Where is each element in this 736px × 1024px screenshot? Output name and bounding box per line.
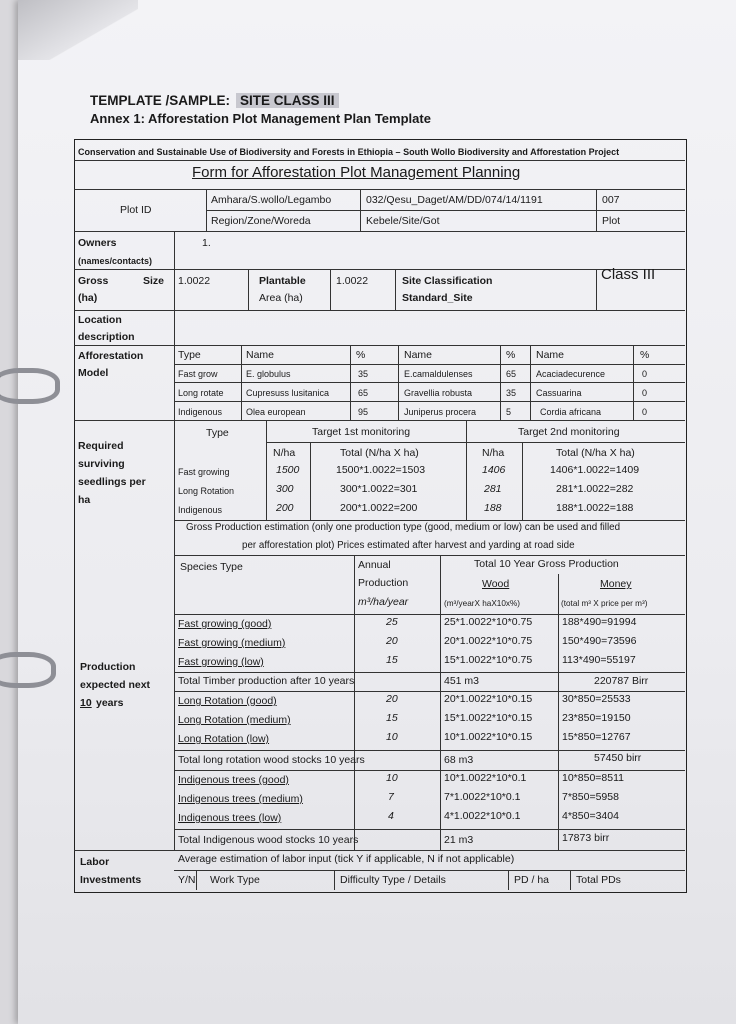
plot-region: Amhara/S.wollo/Legambo — [211, 194, 332, 206]
target2-header: Target 2nd monitoring — [518, 426, 620, 438]
production-total-label: Total long rotation wood stocks 10 years — [178, 754, 365, 766]
production-row-money: 7*850=5958 — [562, 791, 619, 803]
rule — [206, 210, 685, 211]
project-line: Conservation and Sustainable Use of Biodiversity and Forests in Ethiopia – South Wollo Biodiversity and Afforestation Project — [78, 147, 620, 157]
site-class-label: Site Classification — [402, 275, 493, 287]
rule — [74, 160, 685, 161]
seedlings-cell: Indigenous — [178, 505, 223, 515]
rule — [206, 189, 207, 231]
location-label: Location — [78, 314, 122, 326]
seedlings-cell: 1406 — [482, 464, 506, 476]
rule — [266, 420, 267, 520]
model-cell: 0 — [642, 407, 648, 417]
rule — [74, 850, 685, 851]
rule — [174, 614, 685, 615]
production-row-wood: 20*1.0022*10*0.15 — [444, 693, 533, 705]
owners-value: 1. — [202, 237, 211, 249]
model-cell: 0 — [642, 369, 648, 379]
rule — [174, 750, 685, 751]
binder-ring-bottom — [0, 652, 56, 688]
wood-header: Wood — [482, 578, 510, 590]
seedlings-cell: 200*1.0022=200 — [340, 502, 418, 514]
model-cell: 5 — [506, 407, 512, 417]
seedlings-cell: 1500*1.0022=1503 — [336, 464, 426, 476]
production-total-money: 17873 birr — [562, 832, 610, 844]
production-label: years — [96, 697, 124, 709]
form-title: Form for Afforestation Plot Management Planning — [192, 164, 521, 181]
production-row-wood: 10*1.0022*10*0.15 — [444, 731, 533, 743]
seedlings-cell: 281 — [484, 483, 502, 495]
seedlings-type-header: Type — [206, 427, 229, 439]
wood-formula: (m³/yearX haX10x%) — [444, 599, 520, 608]
seedlings-label: ha — [78, 494, 91, 506]
production-row-wood: 10*1.0022*10*0.1 — [444, 772, 527, 784]
binder-ring-top — [0, 368, 60, 404]
plantable-value: 1.0022 — [336, 275, 369, 287]
labor-header-total-pds: Total PDs — [576, 874, 621, 886]
rule — [354, 555, 355, 850]
rule — [74, 420, 685, 421]
model-cell: 35 — [358, 369, 369, 379]
rule — [398, 345, 399, 420]
model-header-name: Name — [246, 349, 275, 361]
model-cell: 35 — [506, 388, 517, 398]
gross-size-value: 1.0022 — [178, 275, 211, 287]
rule — [500, 345, 501, 420]
production-row-wood: 15*1.0022*10*0.15 — [444, 712, 533, 724]
production-row-annual: 10 — [386, 731, 398, 743]
production-row-label: Fast growing (good) — [178, 618, 272, 630]
seedlings-cell: Long Rotation — [178, 486, 235, 496]
site-class-value: Class III — [601, 266, 656, 283]
labor-label: Labor — [80, 856, 110, 868]
nha-header: N/ha — [482, 447, 505, 459]
production-row-annual: 25 — [386, 616, 398, 628]
seedlings-cell: 200 — [276, 502, 294, 514]
rule — [360, 189, 361, 231]
money-formula: (total m³ X price per m³) — [561, 599, 648, 608]
model-header-percent: % — [356, 349, 366, 361]
rule — [174, 829, 685, 830]
rule — [174, 555, 685, 556]
rule — [530, 345, 531, 420]
production-row-annual: 20 — [386, 693, 398, 705]
production-row-label: Long Rotation (medium) — [178, 714, 291, 726]
production-row-annual: 7 — [388, 791, 394, 803]
rule — [174, 382, 685, 383]
rule — [558, 574, 559, 850]
site-class-highlight: SITE CLASS III — [236, 93, 339, 108]
production-row-label: Long Rotation (low) — [178, 733, 270, 745]
template-heading: TEMPLATE /SAMPLE: SITE CLASS III — [90, 93, 339, 108]
money-header: Money — [600, 578, 632, 590]
seedlings-label: surviving — [78, 458, 125, 470]
model-header-type: Type — [178, 349, 201, 361]
rule — [248, 269, 249, 310]
model-cell: E.camaldulenses — [404, 369, 473, 379]
rule — [633, 345, 634, 420]
rule — [596, 269, 597, 310]
annual-header: Annual — [358, 559, 391, 571]
production-row-annual: 20 — [386, 635, 398, 647]
production-row-label: Indigenous trees (low) — [178, 812, 282, 824]
production-row-label: Indigenous trees (good) — [178, 774, 289, 786]
production-row-annual: 15 — [386, 654, 398, 666]
production-note: per afforestation plot) Prices estimated after harvest and yarding at road side — [242, 540, 575, 551]
rule — [174, 401, 685, 402]
seedlings-cell: 1500 — [276, 464, 300, 476]
rule — [174, 691, 685, 692]
model-cell: 0 — [642, 388, 648, 398]
target1-header: Target 1st monitoring — [312, 426, 411, 438]
rule — [174, 770, 685, 771]
production-label: Production — [80, 661, 136, 673]
plot-id-label: Plot ID — [120, 204, 152, 216]
model-header-percent: % — [506, 349, 516, 361]
model-cell: 65 — [358, 388, 369, 398]
production-row-annual: 15 — [386, 712, 398, 724]
production-row-wood: 25*1.0022*10*0.75 — [444, 616, 533, 628]
rule — [74, 310, 685, 311]
rule — [74, 345, 685, 346]
rule — [74, 189, 685, 190]
seedlings-cell: Fast growing — [178, 467, 230, 477]
labor-header-difficulty: Difficulty Type / Details — [340, 874, 446, 886]
species-type-header: Species Type — [180, 561, 243, 573]
production-total-label: Total Indigenous wood stocks 10 years — [178, 834, 359, 846]
labor-header-pd-ha: PD / ha — [514, 874, 550, 886]
rule — [266, 442, 685, 443]
production-total-wood: 21 m3 — [444, 834, 474, 846]
rule — [596, 189, 597, 231]
rule — [74, 269, 685, 270]
rule — [174, 364, 685, 365]
plantable-sublabel: Area (ha) — [259, 292, 303, 304]
model-header-name: Name — [536, 349, 565, 361]
production-row-money: 15*850=12767 — [562, 731, 631, 743]
page-fold-shadow — [18, 0, 138, 60]
rule — [174, 870, 685, 871]
production-total-wood: 68 m3 — [444, 754, 474, 766]
production-row-money: 113*490=55197 — [562, 654, 636, 666]
rule — [395, 269, 396, 310]
gross-unit-label: (ha) — [78, 292, 98, 304]
production-total-wood: 451 m3 — [444, 675, 480, 687]
model-cell: Acaciadecurence — [536, 369, 606, 379]
seedlings-cell: 1406*1.0022=1409 — [550, 464, 640, 476]
plot-number: 007 — [602, 194, 620, 206]
labor-header-yn: Y/N — [178, 874, 196, 886]
rule — [330, 269, 331, 310]
plot-region-label: Region/Zone/Woreda — [211, 215, 311, 227]
production-row-label: Fast growing (low) — [178, 656, 264, 668]
production-label: 10 — [80, 697, 92, 709]
total-header: Total (N/ha X ha) — [340, 447, 419, 459]
annual-unit: m³/ha/year — [358, 596, 409, 608]
model-cell: Cassuarina — [536, 388, 582, 398]
owners-label: Owners — [78, 237, 117, 249]
rule — [241, 345, 242, 420]
annex-heading: Annex 1: Afforestation Plot Management Plan Template — [90, 111, 431, 126]
seedlings-label: Required — [78, 440, 124, 452]
rule — [466, 420, 467, 520]
seedlings-label: seedlings per — [78, 476, 146, 488]
nha-header: N/ha — [273, 447, 296, 459]
labor-label: Investments — [80, 874, 142, 886]
gross-label: Gross — [78, 275, 109, 287]
model-sublabel: Model — [78, 367, 109, 379]
plot-code-label: Kebele/Site/Got — [366, 215, 440, 227]
production-total-money: 57450 birr — [594, 752, 642, 764]
production-row-money: 4*850=3404 — [562, 810, 619, 822]
production-row-money: 23*850=19150 — [562, 712, 631, 724]
annual-header: Production — [358, 577, 409, 589]
production-row-annual: 10 — [386, 772, 398, 784]
production-total-money: 220787 Birr — [594, 675, 649, 687]
production-row-annual: 4 — [388, 810, 394, 822]
production-label: expected next — [80, 679, 151, 691]
plot-number-label: Plot — [602, 215, 621, 227]
plot-code: 032/Qesu_Daget/AM/DD/074/14/1191 — [366, 194, 543, 206]
model-cell: Cordia africana — [540, 407, 602, 417]
label-column-rule — [174, 231, 175, 850]
model-cell: Gravellia robusta — [404, 388, 473, 398]
production-row-wood: 20*1.0022*10*0.75 — [444, 635, 533, 647]
rule — [522, 442, 523, 520]
site-class-sublabel: Standard_Site — [402, 292, 473, 304]
seedlings-cell: 300 — [276, 483, 294, 495]
rule — [310, 442, 311, 520]
production-row-wood: 15*1.0022*10*0.75 — [444, 654, 533, 666]
seedlings-cell: 188 — [484, 502, 502, 514]
rule — [74, 231, 685, 232]
rule — [350, 345, 351, 420]
rule — [196, 870, 197, 890]
seedlings-cell: 281*1.0022=282 — [556, 483, 634, 495]
seedlings-cell: 300*1.0022=301 — [340, 483, 418, 495]
seedlings-cell: 188*1.0022=188 — [556, 502, 634, 514]
production-row-label: Long Rotation (good) — [178, 695, 277, 707]
production-total-label: Total Timber production after 10 years — [178, 675, 355, 687]
production-row-wood: 4*1.0022*10*0.1 — [444, 810, 521, 822]
model-cell: 65 — [506, 369, 517, 379]
model-header-percent: % — [640, 349, 650, 361]
rule — [440, 555, 441, 850]
owners-sublabel: (names/contacts) — [78, 256, 153, 266]
model-cell: Juniperus procera — [404, 407, 477, 417]
rule — [570, 870, 571, 890]
model-cell: Fast grow — [178, 369, 218, 379]
production-row-money: 10*850=8511 — [562, 772, 624, 784]
model-cell: Cupresuss lusitanica — [246, 388, 330, 398]
labor-note: Average estimation of labor input (tick Y if applicable, N if not applicable) — [178, 853, 515, 865]
gross-size-label: Size — [143, 275, 165, 287]
model-cell: Long rotate — [178, 388, 224, 398]
model-cell: 95 — [358, 407, 369, 417]
production-note: Gross Production estimation (only one production type (good, medium or low) can be used and filled — [186, 522, 621, 533]
rule — [334, 870, 335, 890]
model-cell: Olea european — [246, 407, 306, 417]
production-row-wood: 7*1.0022*10*0.1 — [444, 791, 521, 803]
plantable-label: Plantable — [259, 275, 306, 287]
total-header: Total (N/ha X ha) — [556, 447, 635, 459]
rule — [508, 870, 509, 890]
location-sublabel: description — [78, 331, 135, 343]
labor-header-work-type: Work Type — [210, 874, 260, 886]
total10-header: Total 10 Year Gross Production — [474, 558, 619, 570]
production-row-label: Indigenous trees (medium) — [178, 793, 303, 805]
model-cell: E. globulus — [246, 369, 291, 379]
rule — [174, 672, 685, 673]
production-row-money: 188*490=91994 — [562, 616, 637, 628]
model-cell: Indigenous — [178, 407, 223, 417]
production-row-money: 150*490=73596 — [562, 635, 637, 647]
model-header-name: Name — [404, 349, 433, 361]
model-label: Afforestation — [78, 350, 144, 362]
production-row-label: Fast growing (medium) — [178, 637, 286, 649]
production-row-money: 30*850=25533 — [562, 693, 631, 705]
